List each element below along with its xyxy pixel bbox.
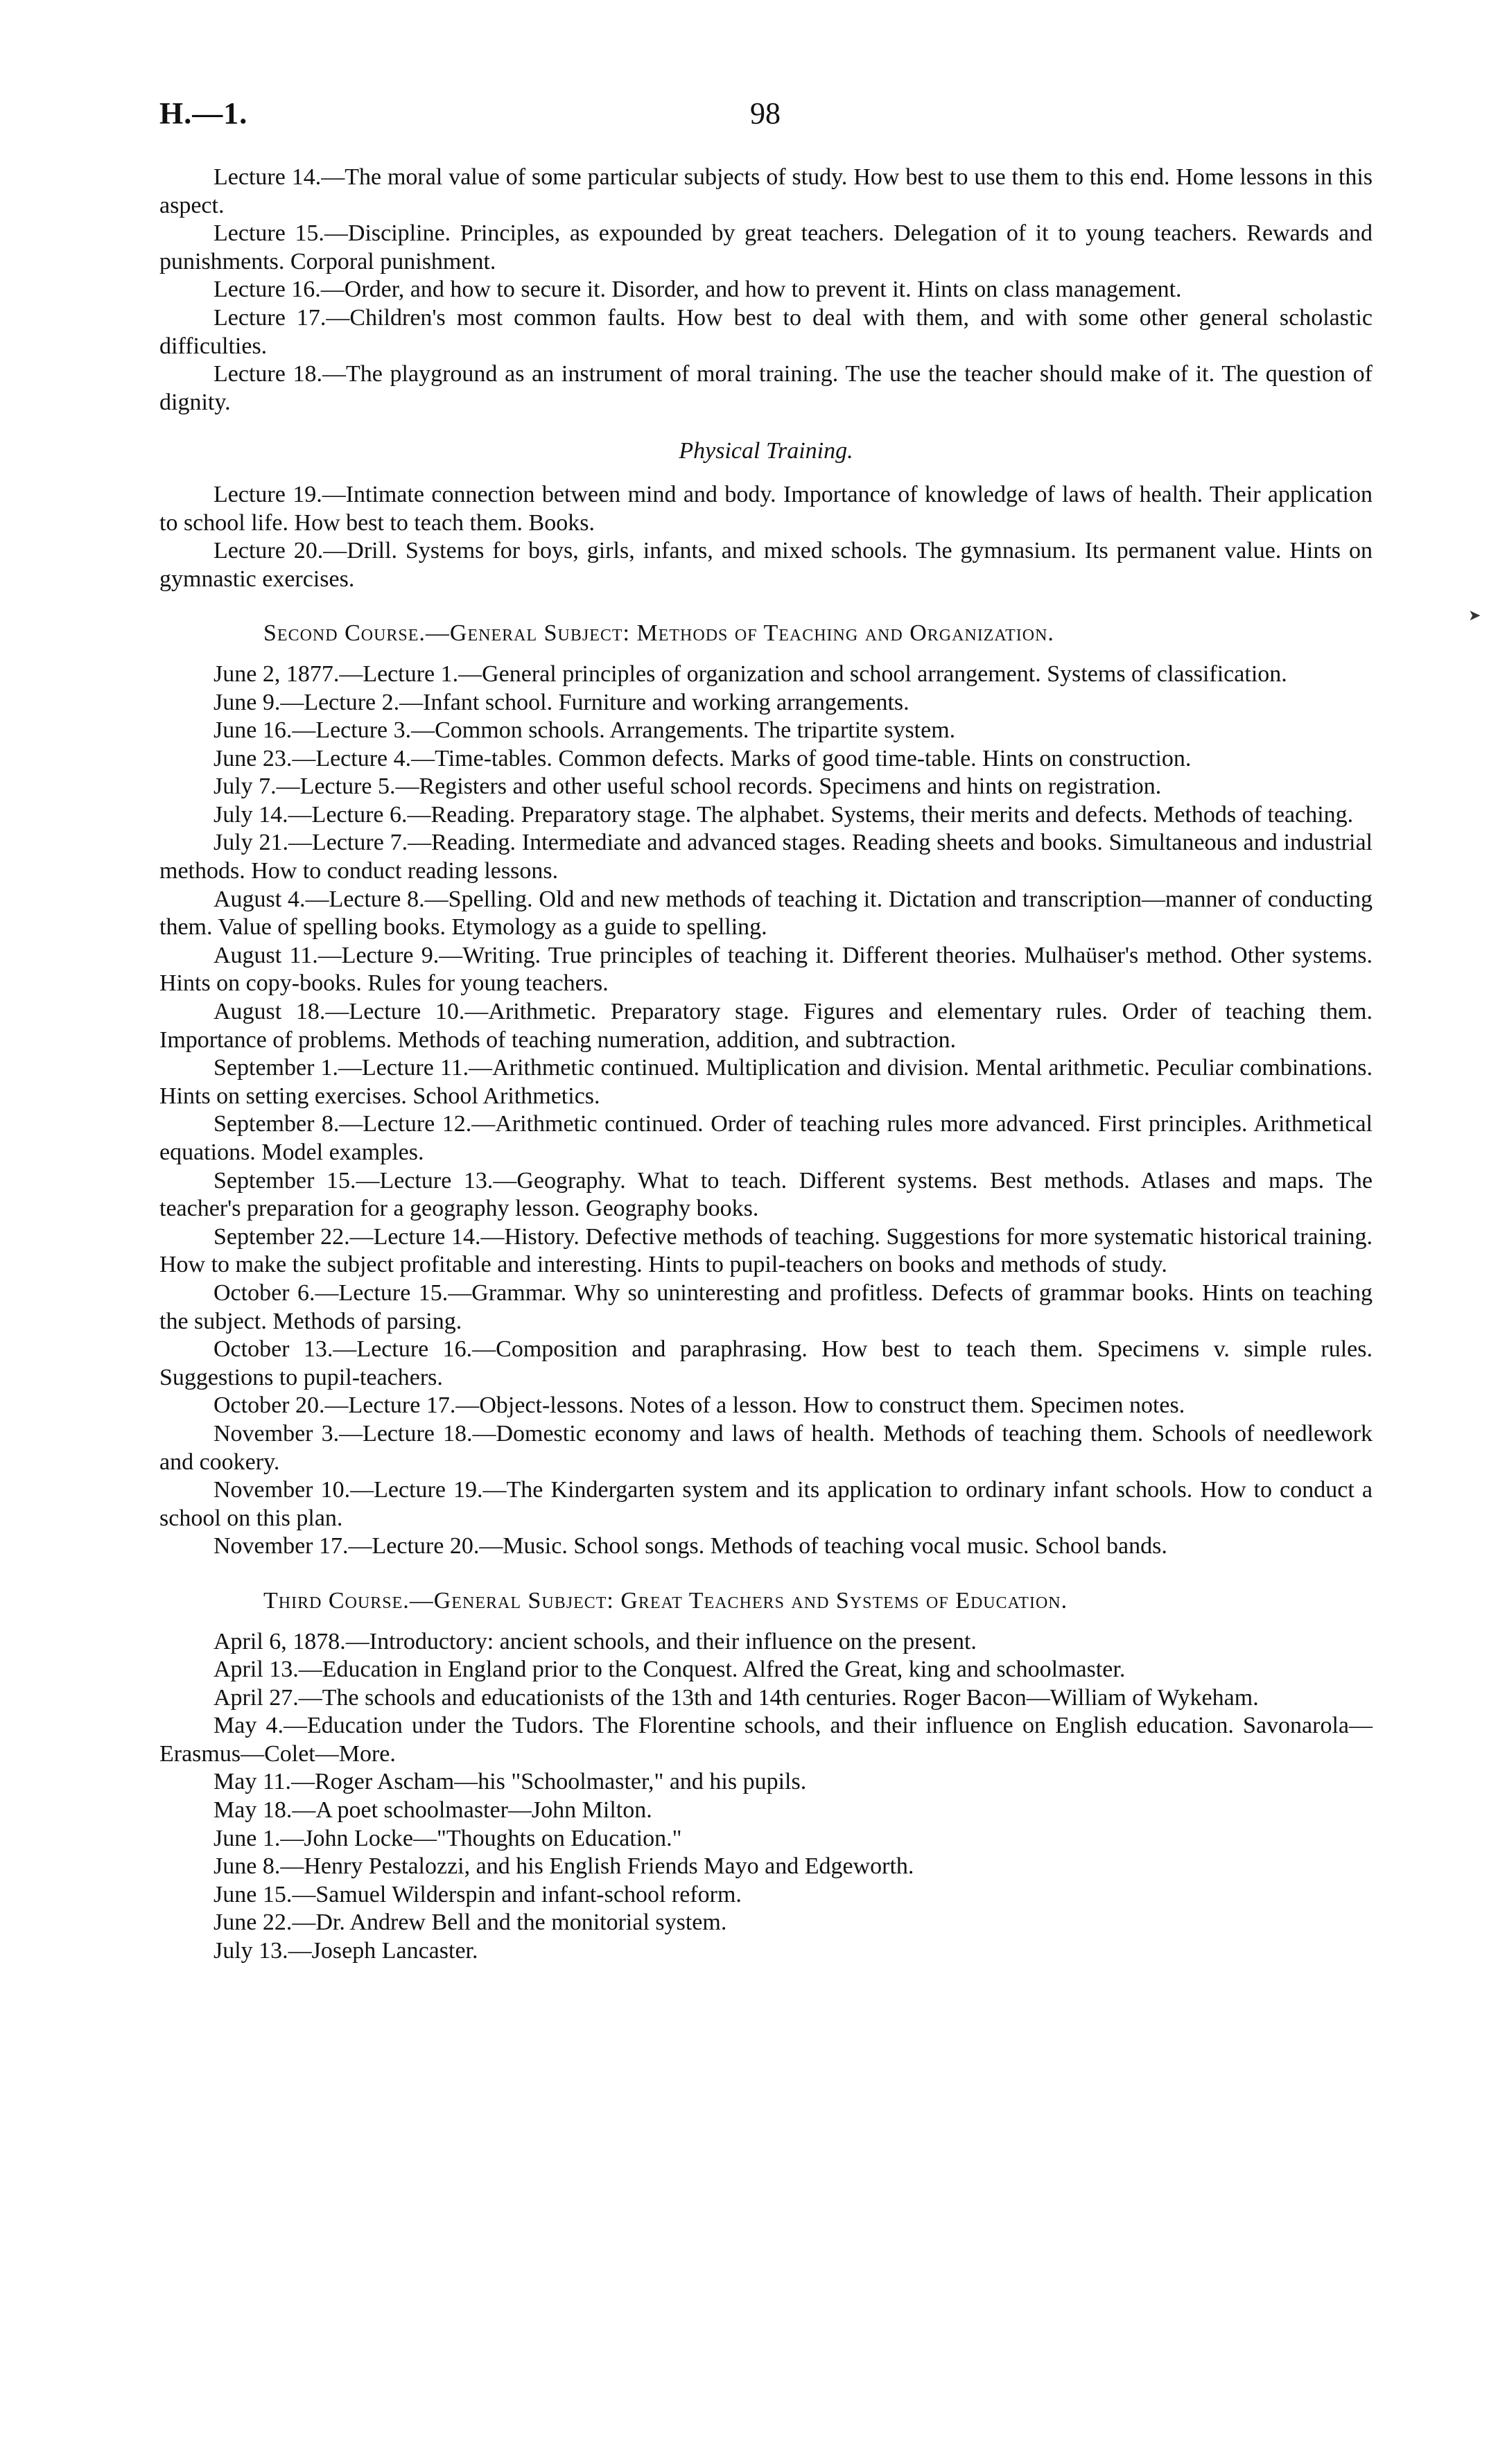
lecture-paragraph: June 23.—Lecture 4.—Time-tables. Common defects. Marks of good time-table. Hints on construction. xyxy=(214,745,1192,771)
lecture-paragraph: April 27.—The schools and educationists of the 13th and 14th centuries. Roger Bacon—William of Wykeham. xyxy=(214,1684,1259,1711)
moral-training-section xyxy=(159,164,1373,417)
lecture-paragraph: September 22.—Lecture 14.—History. Defective methods of teaching. Suggestions for more systematic historical training. How to make the subject profitable and interesting. Hints to pupil-teachers on books and methods of study. xyxy=(159,1223,1373,1278)
lecture-paragraph: November 3.—Lecture 18.—Domestic economy and laws of health. Methods of teaching them. Schools of needlework and cookery. xyxy=(159,1420,1373,1475)
lecture-paragraph: July 7.—Lecture 5.—Registers and other useful school records. Specimens and hints on registration. xyxy=(214,774,1162,800)
lecture-paragraph: June 2, 1877.—Lecture 1.—General principles of organization and school arrangement. Systems of classification. xyxy=(214,661,1287,687)
physical-training-section xyxy=(159,437,1373,593)
lecture-paragraph: June 8.—Henry Pestalozzi, and his English Friends Mayo and Edgeworth. xyxy=(214,1853,914,1880)
lecture-paragraph: July 21.—Lecture 7.—Reading. Intermediate and advanced stages. Reading sheets and books. Simultaneous and industrial methods. How to conduct reading lessons. xyxy=(159,830,1373,884)
document-body xyxy=(159,164,1373,1966)
second-course-section xyxy=(159,620,1373,1561)
margin-arrow-icon: ➤ xyxy=(1468,606,1481,624)
lecture-paragraph: Lecture 16.—Order, and how to secure it. Disorder, and how to prevent it. Hints on class management. xyxy=(214,277,1182,303)
lecture-paragraph: June 22.—Dr. Andrew Bell and the monitorial system. xyxy=(214,1910,727,1936)
course-heading: Second Course.—General Subject: Methods of Teaching and Organization. xyxy=(263,620,1054,647)
page-number: 98 xyxy=(750,96,781,130)
lecture-paragraph: Lecture 17.—Children's most common faults. How best to deal with them, and with some other general scholastic difficulties. xyxy=(159,304,1373,359)
lecture-paragraph: May 18.—A poet schoolmaster—John Milton. xyxy=(214,1797,652,1824)
lecture-paragraph: Lecture 18.—The playground as an instrument of moral training. The use the teacher should make of it. The question of dignity. xyxy=(159,361,1373,415)
course-heading: Third Course.—General Subject: Great Teachers and Systems of Education. xyxy=(263,1587,1068,1614)
lecture-paragraph: June 15.—Samuel Wilderspin and infant-school reform. xyxy=(214,1881,742,1907)
lecture-paragraph: September 8.—Lecture 12.—Arithmetic continued. Order of teaching rules more advanced. First principles. Arithmetical equations. Model examples. xyxy=(159,1111,1373,1165)
lecture-paragraph: Lecture 15.—Discipline. Principles, as expounded by great teachers. Delegation of it to young teachers. Rewards and punishments. Corporal punishment. xyxy=(159,220,1373,274)
lecture-paragraph: June 1.—John Locke—"Thoughts on Education." xyxy=(214,1825,682,1851)
lecture-paragraph: May 11.—Roger Ascham—his "Schoolmaster," and his pupils. xyxy=(214,1769,807,1795)
lecture-paragraph: June 16.—Lecture 3.—Common schools. Arrangements. The tripartite system. xyxy=(214,717,956,744)
page-header xyxy=(159,96,1339,137)
lecture-paragraph: April 13.—Education in England prior to the Conquest. Alfred the Great, king and schoolmaster. xyxy=(214,1657,1126,1683)
lecture-paragraph: October 20.—Lecture 17.—Object-lessons. Notes of a lesson. How to construct them. Specimen notes. xyxy=(214,1392,1185,1419)
lecture-paragraph: Lecture 20.—Drill. Systems for boys, girls, infants, and mixed schools. The gymnasium. Its permanent value. Hints on gymnastic exercises. xyxy=(159,538,1373,592)
lecture-paragraph: November 10.—Lecture 19.—The Kindergarten system and its application to ordinary infant schools. How to conduct a school on this plan. xyxy=(159,1477,1373,1531)
lecture-paragraph: May 4.—Education under the Tudors. The Florentine schools, and their influence on English education. Savonarola—Erasmus—Colet—More. xyxy=(159,1713,1373,1767)
lecture-paragraph: July 14.—Lecture 6.—Reading. Preparatory stage. The alphabet. Systems, their merits and defects. Methods of teaching. xyxy=(214,801,1354,828)
lecture-paragraph: August 4.—Lecture 8.—Spelling. Old and new methods of teaching it. Dictation and transcription—manner of conducting them. Value of spelling books. Etymology as a guide to spelling. xyxy=(159,886,1373,941)
lecture-paragraph: November 17.—Lecture 20.—Music. School songs. Methods of teaching vocal music. School bands. xyxy=(214,1533,1167,1559)
section-heading: Physical Training. xyxy=(679,438,853,464)
lecture-paragraph: September 1.—Lecture 11.—Arithmetic continued. Multiplication and division. Mental arithmetic. Peculiar combinations. Hints on setting exercises. School Arithmetics. xyxy=(159,1055,1373,1109)
third-course-section xyxy=(159,1587,1373,1966)
lecture-paragraph: August 11.—Lecture 9.—Writing. True principles of teaching it. Different theories. Mulhaüser's method. Other systems. Hints on copy-books. Rules for young teachers. xyxy=(159,942,1373,997)
lecture-paragraph: October 6.—Lecture 15.—Grammar. Why so uninteresting and profitless. Defects of grammar books. Hints on teaching the subject. Methods of parsing. xyxy=(159,1279,1373,1334)
lecture-paragraph: August 18.—Lecture 10.—Arithmetic. Preparatory stage. Figures and elementary rules. Order of teaching them. Importance of problems. Methods of teaching numeration, addition, and subtraction. xyxy=(159,999,1373,1053)
lecture-paragraph: July 13.—Joseph Lancaster. xyxy=(214,1938,478,1964)
lecture-paragraph: April 6, 1878.—Introductory: ancient schools, and their influence on the present. xyxy=(214,1628,977,1654)
lecture-paragraph: Lecture 19.—Intimate connection between mind and body. Importance of knowledge of laws of health. Their application to school life. How best to teach them. Books. xyxy=(159,481,1373,536)
document-code: H.—1. xyxy=(159,96,248,130)
lecture-paragraph: October 13.—Lecture 16.—Composition and paraphrasing. How best to teach them. Specimens v. simple rules. Suggestions to pupil-teachers. xyxy=(159,1336,1373,1390)
lecture-paragraph: June 9.—Lecture 2.—Infant school. Furniture and working arrangements. xyxy=(214,689,909,715)
lecture-paragraph: September 15.—Lecture 13.—Geography. What to teach. Different systems. Best methods. Atlases and maps. The teacher's preparation for a geography lesson. Geography books. xyxy=(159,1167,1373,1222)
lecture-paragraph: Lecture 14.—The moral value of some particular subjects of study. How best to use them to this end. Home lessons in this aspect. xyxy=(159,164,1373,218)
